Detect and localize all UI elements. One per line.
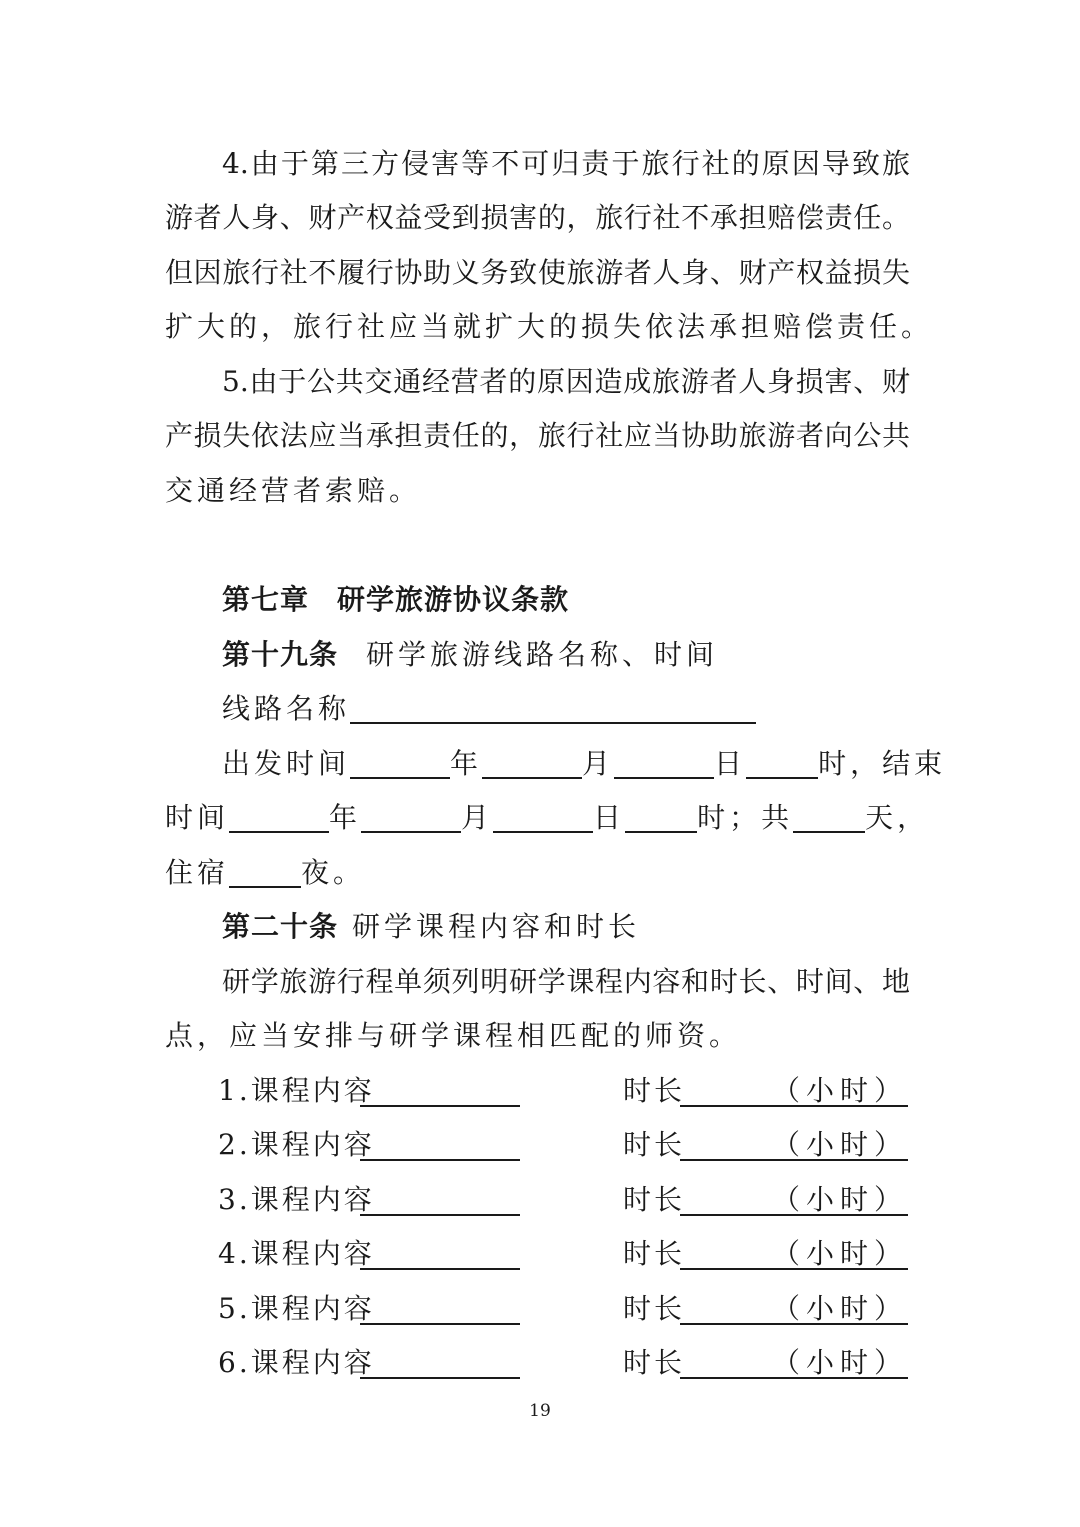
course-content-label: 3.课程内容: [218, 1183, 375, 1216]
course-row: [218, 1343, 910, 1383]
course-content-label: 6.课程内容: [218, 1346, 375, 1379]
course-row: [218, 1289, 910, 1329]
course-content-field[interactable]: [360, 1131, 520, 1161]
course-content-label: 2.课程内容: [218, 1128, 375, 1161]
stay-nights-field[interactable]: [229, 858, 301, 888]
hour-label: 时: [697, 801, 730, 834]
article-20-number: 第二十条: [222, 910, 339, 943]
duration-label: 时长: [623, 1292, 686, 1325]
hours-unit: （小时）: [771, 1074, 908, 1107]
departure-hour-field[interactable]: [746, 749, 818, 779]
year-label: 年: [329, 801, 362, 834]
days-unit: 天，: [865, 801, 930, 834]
nights-unit: 夜。: [301, 856, 366, 889]
course-content-label: 1.课程内容: [218, 1074, 375, 1107]
article-20-heading: [222, 907, 910, 947]
page-number: 19: [529, 1401, 551, 1421]
departure-month-field[interactable]: [482, 749, 582, 779]
end-day-field[interactable]: [493, 803, 593, 833]
para5-line2: 产损失依法应当承担责任的，旅行社应当协助旅游者向公共: [165, 419, 910, 452]
route-name-field[interactable]: [350, 694, 756, 724]
end-year-field[interactable]: [229, 803, 329, 833]
chapter-number: 第七章: [222, 583, 310, 616]
hours-unit: （小时）: [771, 1128, 908, 1161]
article-19-title: 研学旅游线路名称、时间: [366, 638, 719, 671]
stay-row: [165, 853, 910, 893]
month-label: 月: [461, 801, 494, 834]
article-20-body-line2: 点，应当安排与研学课程相匹配的师资。: [165, 1019, 742, 1052]
end-label: ，结束: [850, 747, 947, 780]
para4-line1: 4.由于第三方侵害等不可归责于旅行社的原因导致旅: [222, 147, 910, 180]
duration-label: 时长: [623, 1074, 686, 1107]
course-content-field[interactable]: [360, 1295, 520, 1325]
year-label: 年: [450, 747, 483, 780]
duration-label: 时长: [623, 1183, 686, 1216]
course-content-field[interactable]: [360, 1349, 520, 1379]
course-row: [218, 1071, 910, 1111]
day-label: 日: [593, 801, 626, 834]
course-row: [218, 1234, 910, 1274]
article-20-title: 研学课程内容和时长: [352, 910, 641, 943]
departure-day-field[interactable]: [614, 749, 714, 779]
hours-unit: （小时）: [771, 1237, 908, 1270]
month-label: 月: [582, 747, 615, 780]
hours-unit: （小时）: [771, 1292, 908, 1325]
route-name-row: [222, 689, 910, 729]
article-19-heading: [222, 635, 910, 675]
para4-line4: 扩大的，旅行社应当就扩大的损失依法承担赔偿责任。: [165, 310, 934, 343]
end-month-field[interactable]: [361, 803, 461, 833]
departure-year-field[interactable]: [350, 749, 450, 779]
course-content-field[interactable]: [360, 1240, 520, 1270]
article-19-number: 第十九条: [222, 638, 339, 671]
hours-unit: （小时）: [771, 1346, 908, 1379]
para4-line2: 游者人身、财产权益受到损害的，旅行社不承担赔偿责任。: [165, 201, 910, 234]
article-20-body-line1: 研学旅游行程单须列明研学课程内容和时长、时间、地: [222, 965, 910, 998]
departure-time-label: 出发时间: [222, 747, 351, 780]
departure-time-row: [222, 744, 947, 784]
course-content-field[interactable]: [360, 1186, 520, 1216]
chapter-heading: [222, 580, 910, 620]
course-row: [218, 1180, 910, 1220]
course-row: [218, 1125, 910, 1165]
course-content-field[interactable]: [360, 1077, 520, 1107]
duration-label: 时长: [623, 1346, 686, 1379]
para5-line1: 5.由于公共交通经营者的原因造成旅游者人身损害、财: [222, 365, 910, 398]
duration-label: 时长: [623, 1128, 686, 1161]
total-label: ；共: [729, 801, 794, 834]
hours-unit: （小时）: [771, 1183, 908, 1216]
end-time-row: [165, 798, 930, 838]
day-label: 日: [714, 747, 747, 780]
course-content-label: 5.课程内容: [218, 1292, 375, 1325]
chapter-title: 研学旅游协议条款: [337, 583, 570, 616]
course-content-label: 4.课程内容: [218, 1237, 375, 1270]
para4-line3: 但因旅行社不履行协助义务致使旅游者人身、财产权益损失: [165, 256, 910, 289]
end-time-label: 时间: [165, 801, 230, 834]
hour-label: 时: [818, 747, 851, 780]
end-hour-field[interactable]: [625, 803, 697, 833]
stay-label: 住宿: [165, 856, 230, 889]
total-days-field[interactable]: [793, 803, 865, 833]
route-name-label: 线路名称: [222, 692, 351, 725]
duration-label: 时长: [623, 1237, 686, 1270]
para5-line3: 交通经营者索赔。: [165, 474, 422, 507]
